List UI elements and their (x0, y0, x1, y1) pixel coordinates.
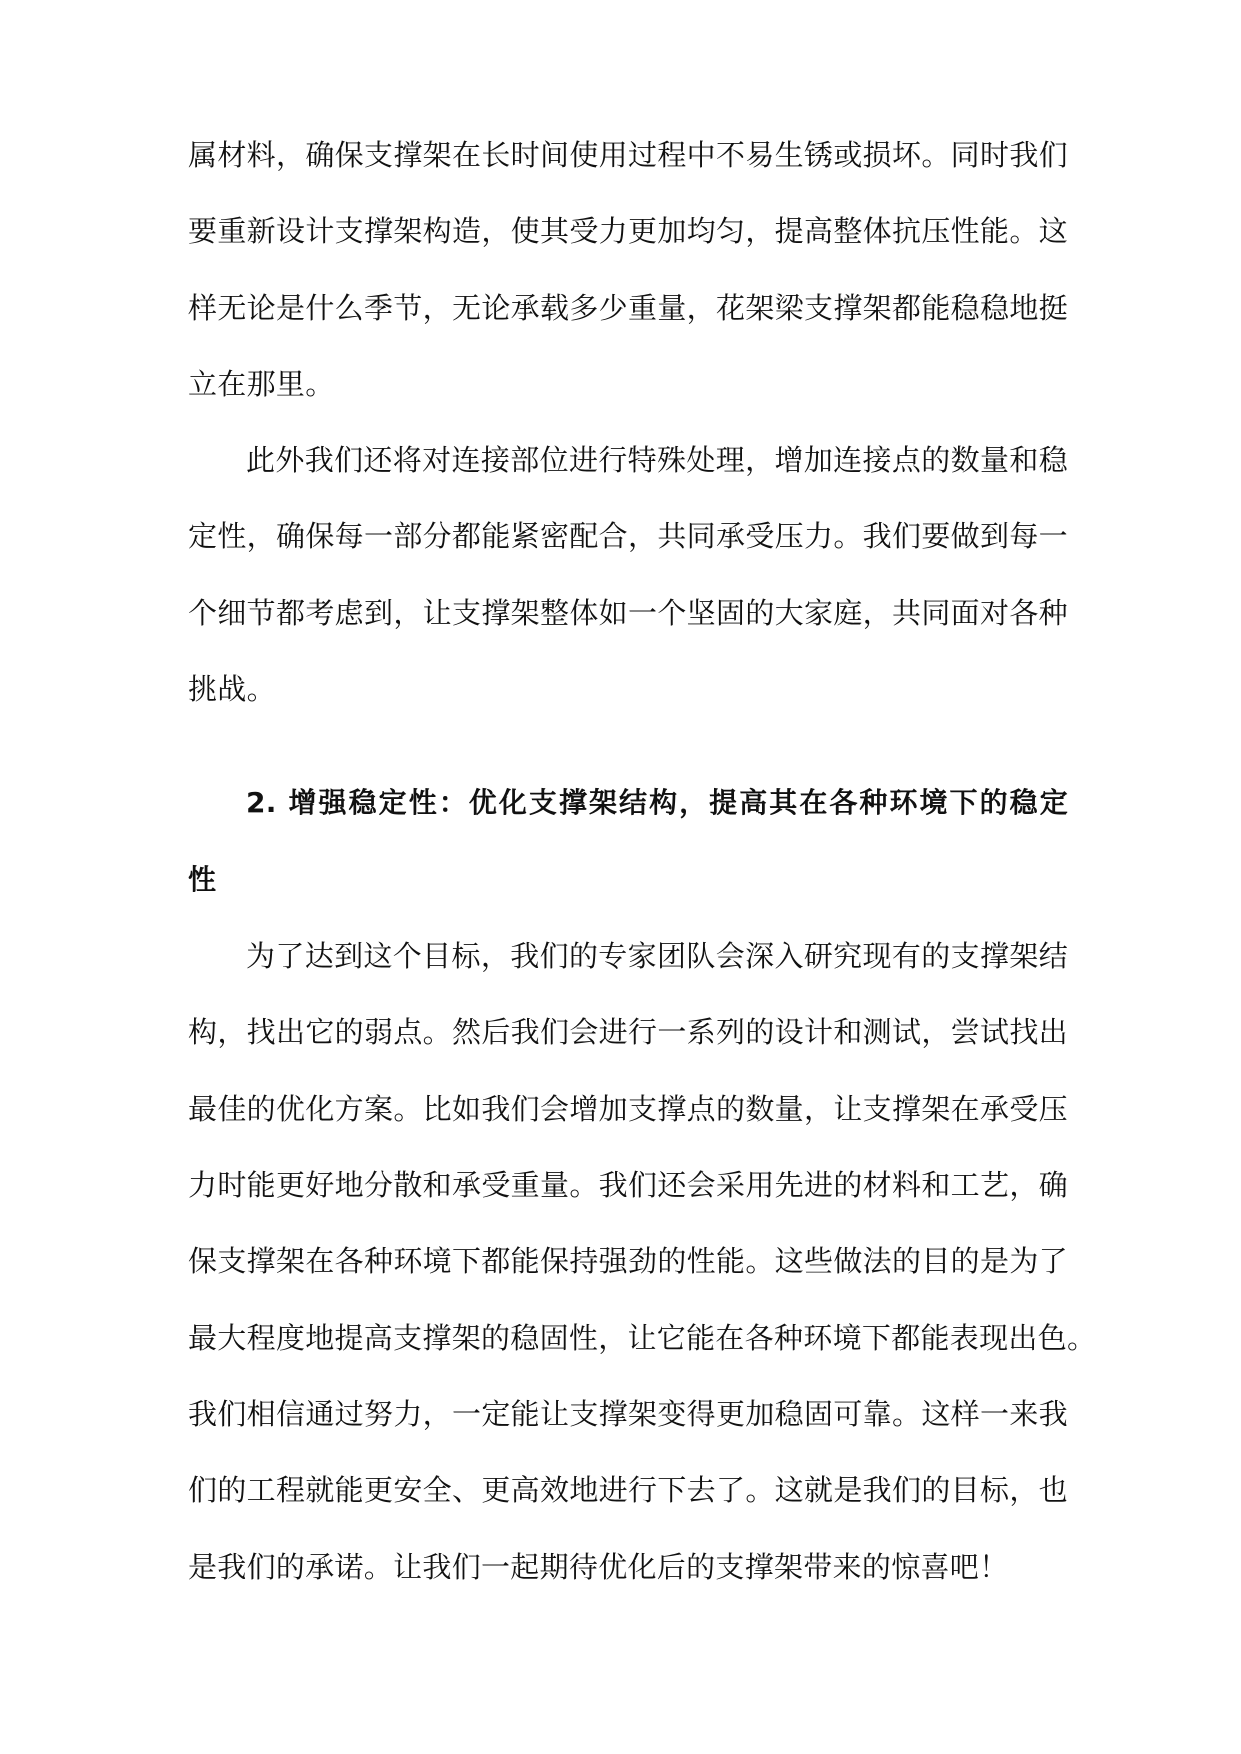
section-heading-line-2: 性 (188, 863, 217, 896)
paragraph-3-line-6: 最大程度地提高支撑架的稳固性，让它能在各种环境下都能表现出色。 (188, 1321, 1097, 1355)
paragraph-1-line-3: 样无论是什么季节，无论承载多少重量，花架梁支撑架都能稳稳地挺 (188, 291, 1068, 325)
paragraph-2-line-2: 定性，确保每一部分都能紧密配合，共同承受压力。我们要做到每一 (188, 519, 1068, 553)
paragraph-3-line-3: 最佳的优化方案。比如我们会增加支撑点的数量，让支撑架在承受压 (188, 1092, 1068, 1126)
paragraph-1-line-1: 属材料，确保支撑架在长时间使用过程中不易生锈或损坏。同时我们 (188, 138, 1068, 172)
paragraph-3-line-9: 是我们的承诺。让我们一起期待优化后的支撑架带来的惊喜吧！ (188, 1550, 1009, 1584)
paragraph-3-line-7: 我们相信通过努力，一定能让支撑架变得更加稳固可靠。这样一来我 (188, 1397, 1068, 1431)
paragraph-1-line-2: 要重新设计支撑架构造，使其受力更加均匀，提高整体抗压性能。这 (188, 214, 1068, 248)
paragraph-2-line-4: 挑战。 (188, 672, 276, 706)
section-heading-line-1: 2. 增强稳定性：优化支撑架结构，提高其在各种环境下的稳定 (246, 786, 1068, 819)
paragraph-3-line-1: 为了达到这个目标，我们的专家团队会深入研究现有的支撑架结 (246, 939, 1068, 973)
paragraph-2-line-3: 个细节都考虑到，让支撑架整体如一个坚固的大家庭，共同面对各种 (188, 596, 1068, 630)
paragraph-2-line-1: 此外我们还将对连接部位进行特殊处理，增加连接点的数量和稳 (246, 443, 1068, 477)
paragraph-3-line-4: 力时能更好地分散和承受重量。我们还会采用先进的材料和工艺，确 (188, 1168, 1068, 1202)
paragraph-3-line-5: 保支撑架在各种环境下都能保持强劲的性能。这些做法的目的是为了 (188, 1244, 1068, 1278)
paragraph-3-line-2: 构，找出它的弱点。然后我们会进行一系列的设计和测试，尝试找出 (188, 1015, 1068, 1049)
paragraph-3-line-8: 们的工程就能更安全、更高效地进行下去了。这就是我们的目标，也 (188, 1473, 1068, 1507)
paragraph-1-line-4: 立在那里。 (188, 367, 335, 401)
